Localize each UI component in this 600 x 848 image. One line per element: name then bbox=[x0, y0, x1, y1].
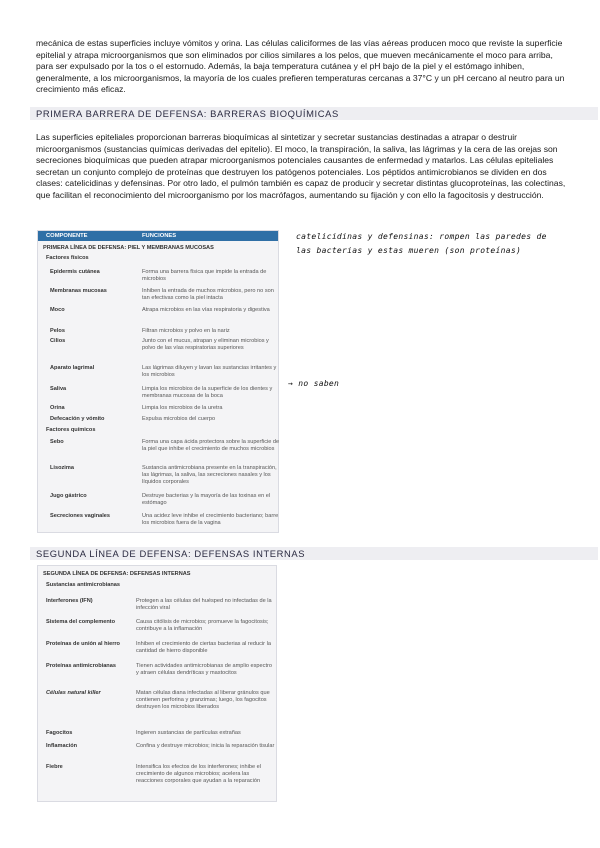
row-function: Inhiben la entrada de muchos microbios, pero no son tan efectivas como la piel intacta bbox=[142, 288, 274, 302]
section-heading-barreras-bioquimicas: PRIMERA BARRERA DE DEFENSA: BARRERAS BIOQUÍMICAS bbox=[30, 107, 598, 120]
row-function: Tienen actividades antimicrobianas de amplio espectro y atraen células dendríticas y mastocitos bbox=[136, 663, 272, 677]
column-header-componente: COMPONENTE bbox=[46, 232, 88, 239]
row-component: Moco bbox=[50, 307, 65, 313]
row-component: Jugo gástrico bbox=[50, 493, 87, 499]
row-function: Confina y destruye microbios; inicia la reparación tisular bbox=[136, 743, 275, 749]
row-function: Intensifica los efectos de los interferones; inhibe el crecimiento de algunos microbios; acelera las reacciones corporales que ayudan a la reparación bbox=[136, 764, 261, 785]
section-heading-defensas-internas: SEGUNDA LÍNEA DE DEFENSA: DEFENSAS INTERNAS bbox=[30, 547, 598, 560]
table-section-title: SEGUNDA LÍNEA DE DEFENSA: DEFENSAS INTERNAS bbox=[43, 571, 191, 577]
row-component: Interferones (IFN) bbox=[46, 598, 93, 604]
row-component: Células natural killer bbox=[46, 690, 101, 696]
table-subsection-fisicos: Factores físicos bbox=[46, 255, 89, 261]
row-function: Protegen a las células del huésped no infectadas de la infección viral bbox=[136, 598, 272, 612]
row-function: Atrapa microbios en las vías respiratoria y digestiva bbox=[142, 307, 270, 313]
table-segunda-linea bbox=[37, 565, 277, 802]
row-component: Sebo bbox=[50, 439, 64, 445]
row-component: Lisozima bbox=[50, 465, 74, 471]
table-header bbox=[38, 231, 278, 241]
row-function: Forma una capa ácida protectora sobre la superficie de la piel que inhibe el crecimiento de muchos microbios bbox=[142, 439, 280, 453]
table-subsection-antimicrobianas: Sustancias antimicrobianas bbox=[46, 582, 120, 588]
row-component: Cilios bbox=[50, 338, 66, 344]
row-function: Limpia los microbios de la uretra bbox=[142, 405, 223, 411]
table-primera-linea bbox=[37, 230, 279, 533]
row-component: Fiebre bbox=[46, 764, 63, 770]
row-component: Pelos bbox=[50, 328, 65, 334]
row-function: Causa citólisis de microbios; promueve la fagocitosis; contribuye a la inflamación bbox=[136, 619, 269, 633]
row-component: Proteínas de unión al hierro bbox=[46, 641, 120, 647]
row-component: Proteínas antimicrobianas bbox=[46, 663, 116, 669]
row-function: Filtran microbios y polvo en la nariz bbox=[142, 328, 230, 334]
row-function: Matan células diana infectadas al liberar gránulos que contienen perforina y granzimas; luego, los fagocitos destruyen los microbios liberados bbox=[136, 690, 270, 711]
row-component: Orina bbox=[50, 405, 65, 411]
row-function: Inhiben el crecimiento de ciertas bacterias al reducir la cantidad de hierro disponible bbox=[136, 641, 271, 655]
row-component: Saliva bbox=[50, 386, 67, 392]
column-header-funciones: FUNCIONES bbox=[142, 232, 177, 239]
paragraph-intro: mecánica de estas superficies incluye vómitos y orina. Las células caliciformes de las vías aéreas producen moco que reviste la superficie epitelial y atrapa microorganismos que son eliminados por cilios similares a los pelos, que mueven mecánicamente el moco para arriba, para ser expulsado por la tos o el estornudo. Además, la baja temperatura cutánea y el pH bajo de la piel y el estómago inhiben, generalmente, a los microorganismos, la mayoría de los cuales prefieren temperaturas cercanas a 37°C y un pH cercano al neutro para un crecimiento más eficaz. bbox=[36, 38, 565, 95]
row-component: Epidermis cutánea bbox=[50, 269, 100, 275]
handwritten-note-no-saben: → no saben bbox=[288, 379, 340, 388]
row-component: Fagocitos bbox=[46, 730, 73, 736]
table-section-title: PRIMERA LÍNEA DE DEFENSA: PIEL Y MEMBRANAS MUCOSAS bbox=[43, 245, 214, 251]
row-function: Una acidez leve inhibe el crecimiento bacteriano; barre los microbios fuera de la vagina bbox=[142, 513, 279, 527]
row-component: Sistema del complemento bbox=[46, 619, 116, 625]
row-function: Sustancia antimicrobiana presente en la transpiración, las lágrimas, la saliva, las secreciones nasales y los líquidos corporales bbox=[142, 465, 277, 486]
row-function: Forma una barrera física que impide la entrada de microbios bbox=[142, 269, 267, 283]
row-component: Secreciones vaginales bbox=[50, 513, 111, 519]
paragraph-barreras-bioquimicas: Las superficies epiteliales proporcionan barreras bioquímicas al sintetizar y secretar sustancias destinadas a atrapar o destruir microorganismos (sustancias químicas derivadas del epitelio). El moco, la transpiración, la saliva, las lágrimas y la cera de las orejas son secreciones bioquímicas que pueden atrapar microorganismos potenciales causantes de enfermedad y matarlos. Las células epiteliales secretan un conjunto complejo de proteínas que destruyen los patógenos potenciales. Los péptidos antimicrobianos se dividen en dos clases: catelicidinas y defensinas. Por otro lado, el pulmón también es capaz de producir y secretar distintas glucoproteínas, las colectinas, que facilitan el reconocimiento del microorganismo por los macrófagos, aumentando su fijación y con ello la fagocitosis y destrucción. bbox=[36, 132, 566, 200]
row-function: Junto con el mucus, atrapan y eliminan microbios y polvo de las vías respiratorias superiores bbox=[142, 338, 269, 352]
handwritten-note-catelicidinas-line1: catelicidinas y defensinas: rompen las paredes de bbox=[296, 232, 547, 241]
row-function: Destruye bacterias y la mayoría de las toxinas en el estómago bbox=[142, 493, 271, 507]
row-component: Defecación y vómito bbox=[50, 416, 105, 422]
row-component: Inflamación bbox=[46, 743, 78, 749]
handwritten-note-catelicidinas-line2: las bacterias y estas mueren (son proteínas) bbox=[296, 246, 522, 255]
table-subsection-quimicos: Factores químicos bbox=[46, 427, 96, 433]
row-function: Las lágrimas diluyen y lavan las sustancias irritantes y los microbios bbox=[142, 365, 277, 379]
row-function: Ingieren sustancias de partículas extrañas bbox=[136, 730, 241, 736]
row-function: Expulsa microbios del cuerpo bbox=[142, 416, 216, 422]
row-function: Limpia los microbios de la superficie de los dientes y membranas mucosas de la boca bbox=[142, 386, 273, 400]
row-component: Aparato lagrimal bbox=[50, 365, 95, 371]
row-component: Membranas mucosas bbox=[50, 288, 107, 294]
